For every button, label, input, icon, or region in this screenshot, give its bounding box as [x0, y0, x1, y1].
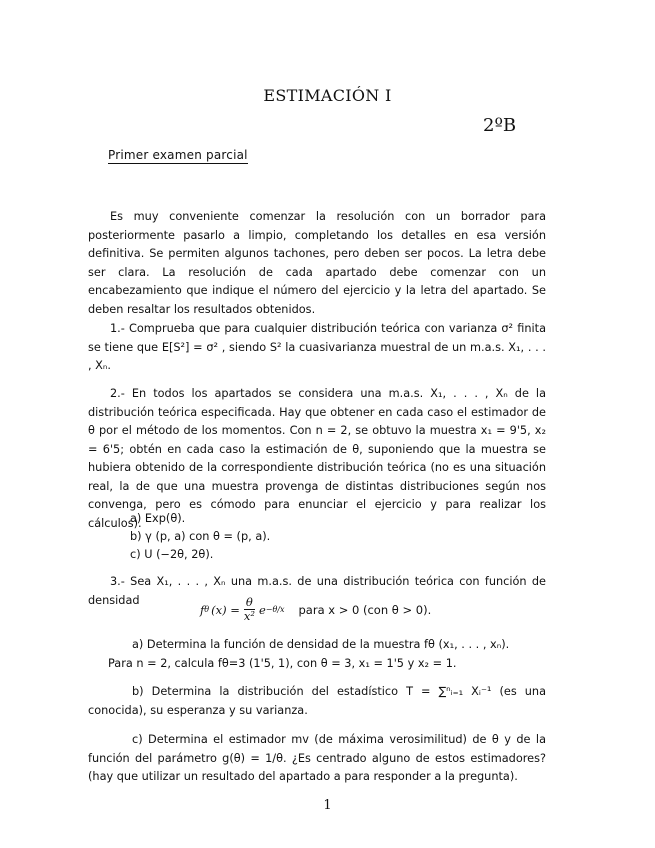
formula-argument: (x) =	[211, 602, 240, 617]
formula-f-subscript: θ	[204, 605, 210, 614]
part-a-line-1: a) Determina la función de densidad de la muestra fθ (x₁, . . . , xₙ).	[132, 638, 510, 651]
formula-numerator: θ	[245, 595, 253, 609]
formula-denominator: x²	[243, 609, 255, 623]
page-number: 1	[323, 798, 332, 813]
exercise-3-part-a	[88, 636, 546, 673]
exercise-2-option-a: a) Exp(θ).	[130, 512, 186, 525]
exercise-3-intro-text: 3.- Sea X₁, . . . , Xₙ una m.a.s. de una distribución teórica con función de densidad	[88, 575, 546, 607]
part-a-line-2: Para n = 2, calcula fθ=3 (1'5, 1), con θ = 3, x₁ = 1'5 y x₂ = 1.	[108, 656, 457, 670]
formula-fraction	[242, 596, 257, 623]
exercise-3-part-c	[88, 731, 546, 787]
formula-f: f	[200, 602, 205, 617]
formula-exp-power: −θ/x	[265, 605, 285, 614]
exam-title: ESTIMACIÓN I	[263, 86, 392, 105]
density-formula	[200, 596, 431, 623]
exercise-1-text: 1.- Comprueba que para cualquier distribución teórica con varianza σ² finita se tiene que E[S²] = σ² , siendo S² la cuasivarianza muestral de un m.a.s. X₁, . . . , Xₙ.	[88, 322, 546, 372]
exercise-2-option-c: c) U (−2θ, 2θ).	[130, 548, 214, 561]
group-label: 2ºB	[483, 115, 517, 136]
part-b-text: b) Determina la distribución del estadístico T = ∑ⁿᵢ₌₁ Xᵢ⁻¹ (es una conocida), su esperanza y su varianza.	[88, 685, 546, 717]
exercise-2-text: 2.- En todos los apartados se considera una m.a.s. X₁, . . . , Xₙ de la distribución teórica especificada. Hay que obtener en cada caso el estimador de θ por el método de los momentos. Con n = 2, se obtuvo la muestra x₁ = 9'5, x₂ = 6'5; obtén en cada caso la estimación de θ, suponiendo que la muestra se hubiera obtenido de la correspondiente distribución teórica (no es una situación real, la de que una muestra provenga de distintas distribuciones según nos convenga, pero es cómodo para enunciar el ejercicio y para realizar los cálculos).	[88, 387, 546, 530]
exercise-1	[88, 320, 546, 376]
exercise-3-part-b	[88, 683, 546, 720]
exercise-2-option-b: b) γ (p, a) con θ = (p, a).	[130, 530, 271, 543]
exam-subtitle: Primer examen parcial	[108, 148, 248, 162]
part-c-text: c) Determina el estimador mv (de máxima verosimilitud) de θ y de la función del parámetro g(θ) = 1/θ. ¿Es centrado alguno de estos estimadores? (hay que utilizar un resultado del apartado a para responder a la pregunta).	[88, 733, 546, 783]
formula-exp-base: e	[258, 602, 266, 617]
formula-condition: para x > 0 (con θ > 0).	[298, 602, 432, 617]
instructions-paragraph	[88, 208, 546, 319]
exercise-2	[88, 385, 546, 533]
instructions-text: Es muy conveniente comenzar la resolución con un borrador para posteriormente pasarlo a limpio, completando los detalles en esa versión definitiva. Se permiten algunos tachones, pero deben ser pocos. La letra debe ser clara. La resolución de cada apartado debe comenzar con un encabezamiento que indique el número del ejercicio y la letra del apartado. Se deben resaltar los resultados obtenidos.	[88, 210, 546, 316]
